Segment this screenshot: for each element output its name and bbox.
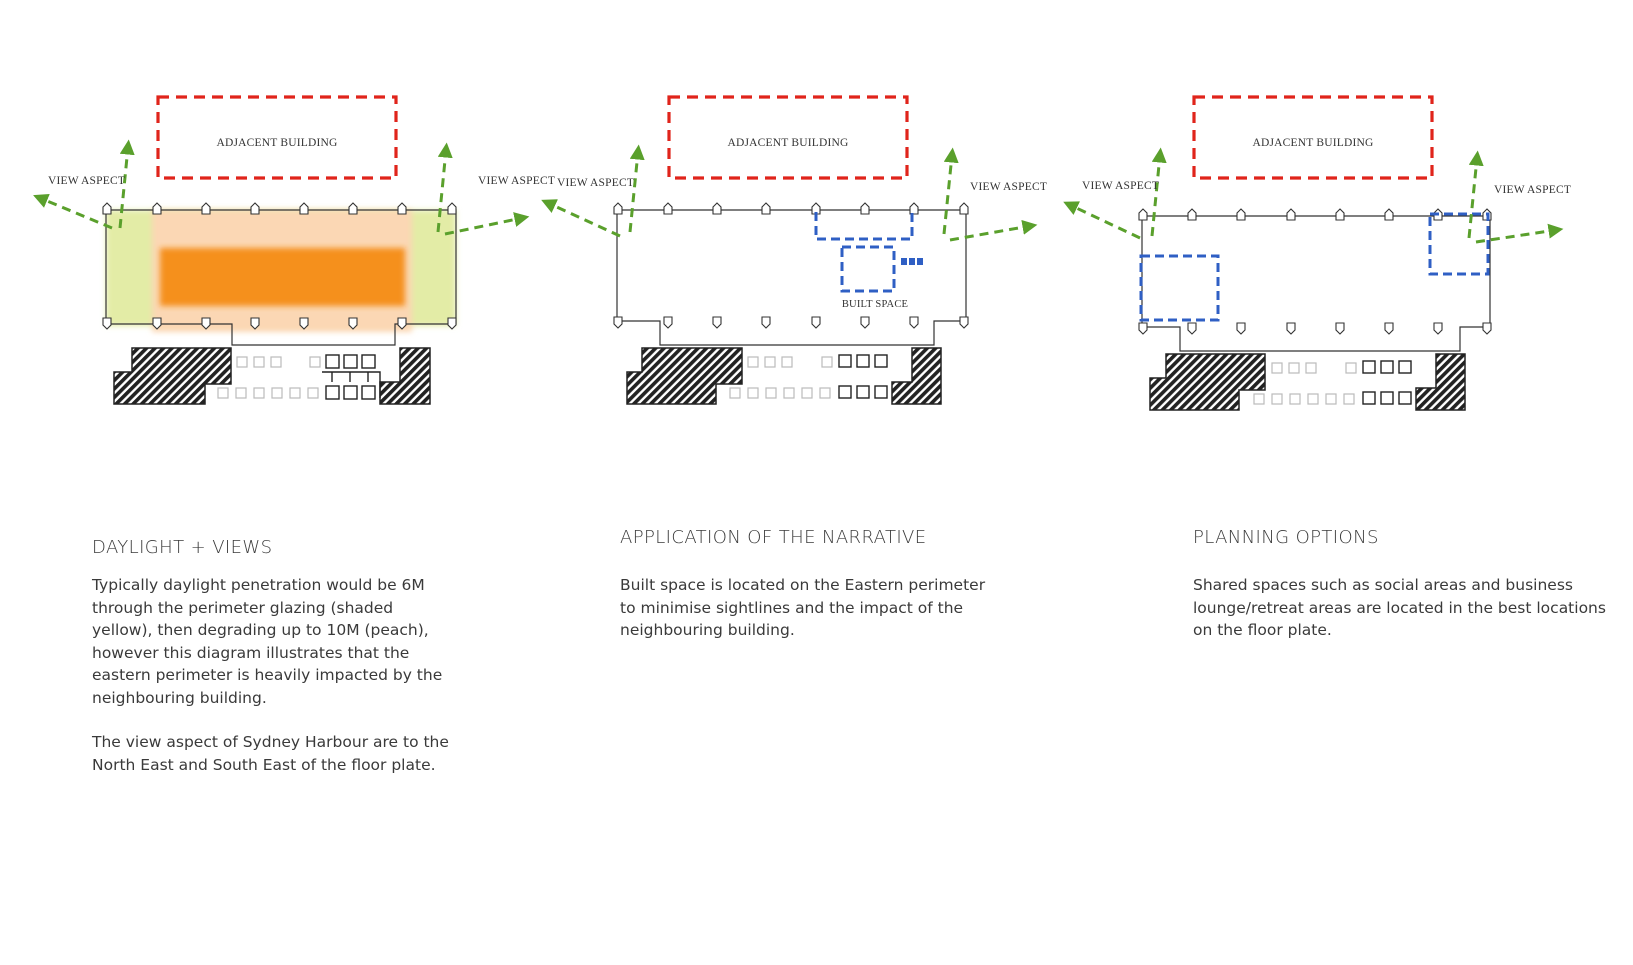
neighbour-building-left — [114, 348, 231, 404]
panel-paragraph: The view aspect of Sydney Harbour are to the North East and South East of the floor plate. — [92, 733, 449, 774]
built-space-zones — [816, 212, 912, 291]
view-aspect-label-right: VIEW ASPECT — [1494, 184, 1572, 196]
columns — [1139, 209, 1491, 334]
panel-heading: PLANNING OPTIONS — [1193, 527, 1379, 548]
neighbour-building-right — [892, 348, 941, 404]
built-space-marker — [901, 258, 923, 265]
neighbour-building-left — [627, 348, 742, 404]
neighbour-building-right — [1416, 354, 1465, 410]
daylight-zones — [106, 210, 456, 332]
desk-modules — [730, 357, 832, 398]
neighbour-building-left — [1150, 354, 1265, 410]
panel-narrative-diagram — [548, 97, 1047, 404]
view-aspect-label-right: VIEW ASPECT — [478, 175, 556, 187]
view-aspect-label-left: VIEW ASPECT — [557, 177, 635, 189]
stair-modules — [322, 355, 380, 399]
panel-paragraph: Shared spaces such as social areas and business lounge/retreat areas are located in the best locations on the floor plate. — [1193, 576, 1606, 639]
built-space-label: BUILT SPACE — [841, 299, 909, 310]
core-orange-zone — [160, 248, 405, 306]
stair-modules — [839, 355, 887, 398]
columns — [614, 203, 968, 328]
shared-space-zones — [1141, 214, 1488, 320]
view-aspect-label-right: VIEW ASPECT — [970, 181, 1048, 193]
desk-modules — [218, 357, 320, 398]
view-aspect-label-left: VIEW ASPECT — [1082, 180, 1160, 192]
panel-daylight-diagram — [40, 97, 555, 404]
view-aspect-label-left: VIEW ASPECT — [48, 175, 126, 187]
panel-paragraph: Typically daylight penetration would be 6M through the perimeter glazing (shaded yellow), then degrading up to 10M (peach), however this diagram illustrates that the eastern perimeter is heavily impacted by the neighbouring building. — [92, 576, 443, 707]
view-arrows — [548, 152, 1030, 240]
desk-modules — [1254, 363, 1356, 404]
panel-heading: APPLICATION OF THE NARRATIVE — [620, 527, 927, 548]
adjacent-building-label: ADJACENT BUILDING — [216, 137, 338, 149]
adjacent-building-label: ADJACENT BUILDING — [1252, 137, 1374, 149]
narrative-text-block — [620, 527, 990, 664]
panel-planning-diagram — [1070, 97, 1571, 410]
stair-modules — [1363, 361, 1411, 404]
planning-text-block — [1193, 527, 1623, 664]
daylight-text-block — [92, 537, 452, 798]
adjacent-building-label: ADJACENT BUILDING — [727, 137, 849, 149]
panel-heading: DAYLIGHT + VIEWS — [92, 537, 273, 558]
panel-paragraph: Built space is located on the Eastern perimeter to minimise sightlines and the impact of the neighbouring building. — [620, 576, 986, 639]
view-arrows — [1070, 155, 1556, 242]
neighbour-building-right — [380, 348, 430, 404]
